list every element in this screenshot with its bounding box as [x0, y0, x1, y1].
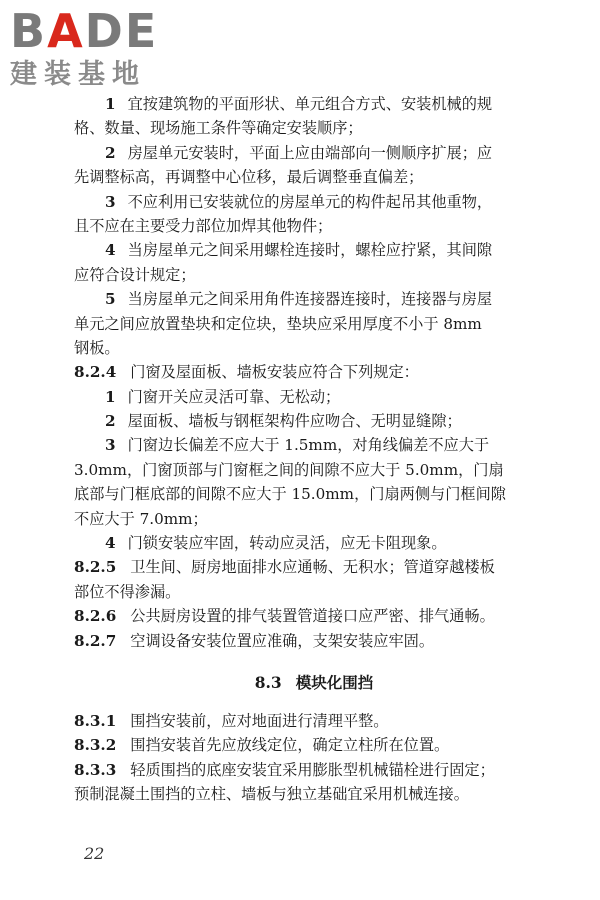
clause-8-2-5: 8.2.5 卫生间、厨房地面排水应通畅、无积水；管道穿越楼板 [74, 558, 495, 577]
bade-logo [10, 6, 180, 92]
document-body: 1 宜按建筑物的平面形状、单元组合方式、安装机械的规 格、数量、现场施工条件等确定安装顺序； 2 房屋单元安装时，平面上应由端部向一侧顺序扩展；应 先调整标高，再调整中心位移，最后调整垂直偏差； 3 不应利用已安装就位的房屋单元的构件起吊其他重物， 且不应在主要受力部位加焊其他物件； 4 当房屋单元之间采用螺栓连接时，螺栓应拧紧，其间隙 应符合设计规定； 5 当房屋单元之间采用角件连接器连接时，连接器与房屋 单元之间应放置垫块和定位块，垫块应采用厚度不小于 8mm 钢板。 8.2.4 门窗及屋面板、墙板安装应符合下列规定： 1 门窗开关应灵活可靠、无松动； 2 屋面板、墙板与钢框架构件应吻合、无明显缝隙； 3 门窗边长偏差不应大于 1.5mm，对角线偏差不应大于 3.0mm，门窗顶部与门窗框之间的间隙不应大于 5.0mm，门扇 底部与门框底部的间隙不应大于 15.0mm，门扇两侧与门框间隙 不应大于 7.0mm； 4 门锁安装应牢固，转动应灵活，应无卡阻现象。 8.2.5 卫生间、厨房地面排水应通畅、无积水；管道穿越楼板 部位不得渗漏。 8.2.6 公共厨房设置的排气装置管道接口应严密、排气通畅。 8.2.7 空调设备安装位置应准确，支架安装应牢固。 8.3 模块化围挡 8.3.1 围挡安装前，应对地面进行清理平整。 8.3.2 围挡安装首先应放线定位，确定立柱所在位置。 8.3.3 轻质围挡的底座安装宜采用膨胀型机械锚栓进行固定； 预制混凝土围挡的立柱、墙板与独立基础宜采用机械连接。 [74, 92, 554, 807]
section-heading: 8.3 模块化围挡 [254, 672, 374, 692]
logo-wordmark: BADE [10, 4, 159, 58]
clause-8-2-6: 8.2.6 公共厨房设置的排气装置管道接口应严密、排气通畅。 [74, 607, 495, 626]
list-item: 3 不应利用已安装就位的房屋单元的构件起吊其他重物， [105, 192, 493, 211]
clause-8-3-1: 8.3.1 围挡安装前，应对地面进行清理平整。 [74, 711, 389, 730]
list-item: 2 屋面板、墙板与钢框架构件应吻合、无明显缝隙； [105, 412, 462, 431]
list-item: 1 门窗开关应灵活可靠、无松动； [105, 387, 341, 406]
list-item: 1 宜按建筑物的平面形状、单元组合方式、安装机械的规 [105, 95, 493, 113]
clause-8-3-3: 8.3.3 轻质围挡的底座安装宜采用膨胀型机械锚栓进行固定； [74, 760, 495, 779]
list-item: 4 当房屋单元之间采用螺栓连接时，螺栓应拧紧，其间隙 [105, 241, 493, 260]
page-number: 22 [84, 844, 105, 863]
list-item: 5 当房屋单元之间采用角件连接器连接时，连接器与房屋 [105, 290, 493, 309]
clause-8-3-2: 8.3.2 围挡安装首先应放线定位，确定立柱所在位置。 [74, 736, 450, 755]
list-item: 3 门窗边长偏差不应大于 1.5mm，对角线偏差不应大于 [105, 436, 490, 455]
logo-subtitle: 建装基地 [10, 59, 146, 90]
list-item: 2 房屋单元安装时，平面上应由端部向一侧顺序扩展；应 [105, 143, 493, 162]
list-item: 4 门锁安装应牢固，转动应灵活，应无卡阻现象。 [105, 534, 447, 553]
clause-8-2-7: 8.2.7 空调设备安装位置应准确，支架安装应牢固。 [74, 631, 435, 650]
clause-8-2-4: 8.2.4 门窗及屋面板、墙板安装应符合下列规定： [74, 363, 419, 382]
